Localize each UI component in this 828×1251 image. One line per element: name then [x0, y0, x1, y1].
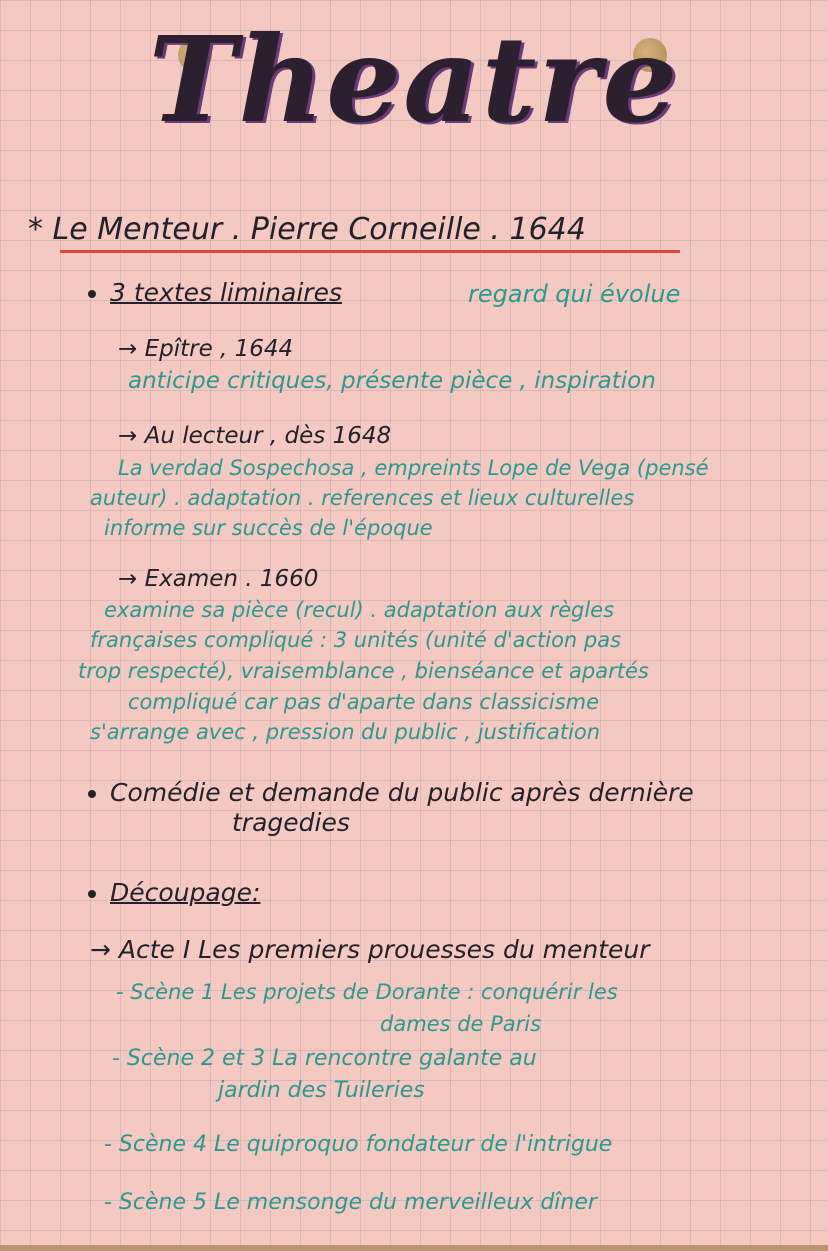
section-heading: * Le Menteur . Pierre Corneille . 1644: [28, 212, 586, 247]
lecteur-title: → Au lecteur , dès 1648: [118, 423, 392, 449]
scene4-line: - Scène 4 Le quiproquo fondateur de l'intrigue: [104, 1132, 613, 1157]
epitre-line1: anticipe critiques, présente pièce , inspiration: [128, 368, 656, 394]
bullet-comedie: [88, 778, 694, 807]
examen-line4: compliqué car pas d'aparte dans classicisme: [128, 690, 600, 714]
examen-line1: examine sa pièce (recul) . adaptation aux règles: [104, 598, 615, 622]
lecteur-line1: La verdad Sospechosa , empreints Lope de Vega (pensé: [118, 456, 709, 480]
examen-line3: trop respecté), vraisemblance , bienséance et apartés: [78, 659, 649, 683]
bullet-dot: [88, 790, 96, 798]
heading-underline: [60, 250, 680, 253]
bullet-dot: [88, 290, 96, 298]
liminaires-label: 3 textes liminaires: [110, 278, 342, 307]
acte-title: → Acte I Les premiers prouesses du menteur: [90, 935, 650, 964]
examen-line5: s'arrange avec , pression du public , justification: [90, 720, 601, 744]
page-title: Theatre: [148, 10, 680, 149]
bullet-decoupage: [88, 878, 260, 907]
scene23-line2: jardin des Tuileries: [218, 1078, 425, 1103]
comedie-line2: tragedies: [232, 808, 350, 837]
bullet-dot: [88, 890, 96, 898]
bullet-liminaires: [88, 278, 342, 307]
lecteur-line3: informe sur succès de l'époque: [104, 516, 433, 540]
liminaires-note: regard qui évolue: [468, 280, 681, 308]
decoupage-label: Découpage:: [110, 878, 261, 907]
scene1-line1: - Scène 1 Les projets de Dorante : conquérir les: [116, 980, 618, 1004]
page-bottom-edge: [0, 1245, 828, 1251]
scene1-line2: dames de Paris: [380, 1012, 542, 1036]
epitre-title: → Epître , 1644: [118, 336, 294, 362]
comedie-line1: Comédie et demande du public après dernière: [110, 778, 694, 807]
examen-line2: françaises compliqué : 3 unités (unité d'action pas: [90, 628, 622, 652]
lecteur-line2: auteur) . adaptation . references et lieux culturelles: [90, 486, 635, 510]
examen-title: → Examen . 1660: [118, 566, 319, 592]
scene23-line1: - Scène 2 et 3 La rencontre galante au: [112, 1046, 537, 1071]
scene5-line: - Scène 5 Le mensonge du merveilleux dîner: [104, 1190, 597, 1215]
